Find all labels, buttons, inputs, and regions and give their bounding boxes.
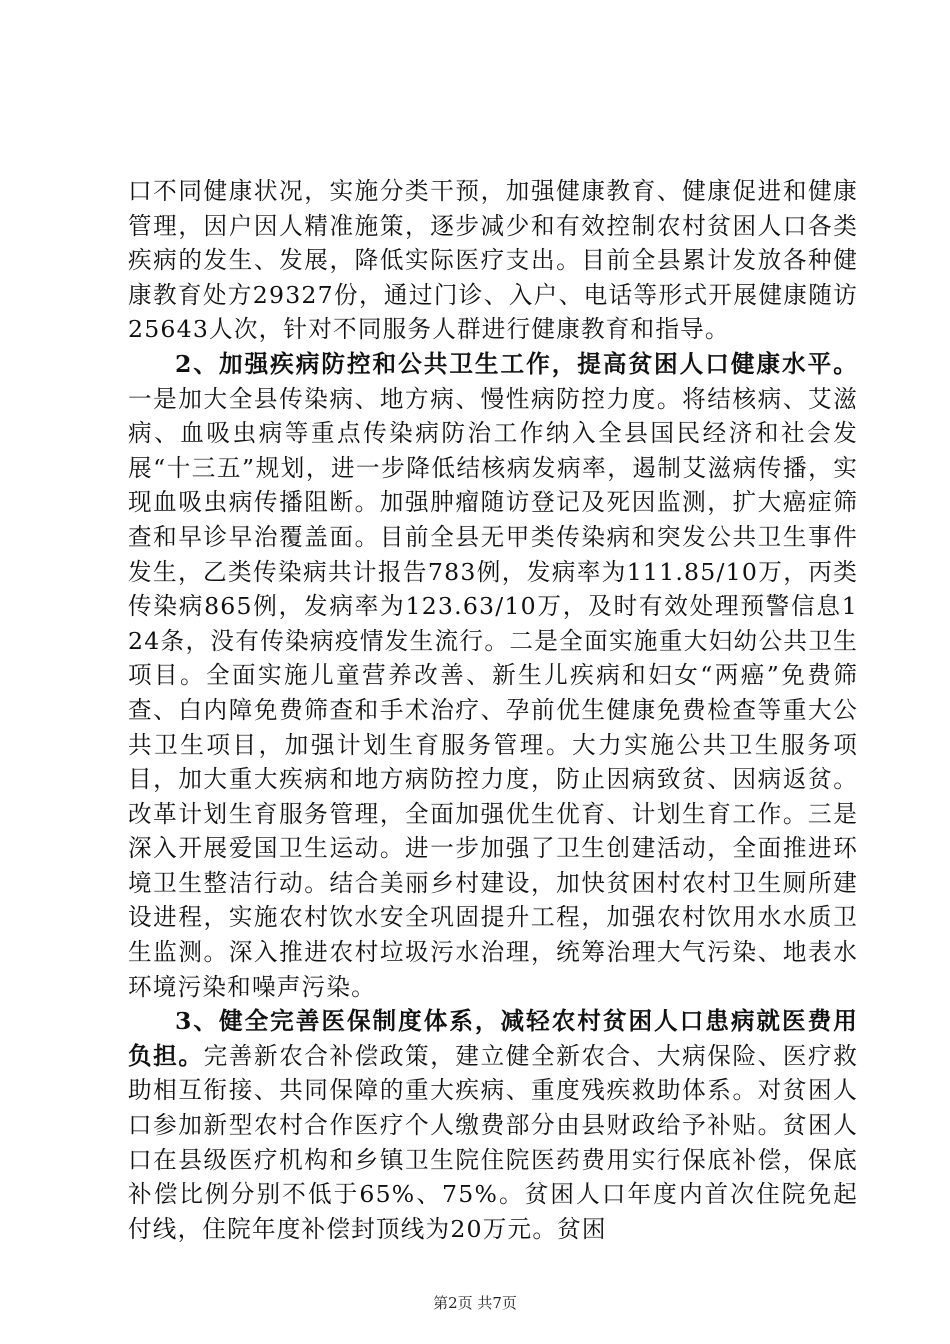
paragraph-1 [128,174,858,347]
paragraph-2 [128,347,858,1004]
paragraph-2-body: 一是加大全县传染病、地方病、慢性病防控力度。将结核病、艾滋病、血吸虫病等重点传染病防治工作纳入全县国民经济和社会发展“十三五”规划，进一步降低结核病发病率，遏制艾滋病传播，实现血吸虫病传播阻断。加强肿瘤随访登记及死因监测，扩大癌症筛查和早诊早治覆盖面。目前全县无甲类传染病和突发公共卫生事件发生，乙类传染病共计报告783例，发病率为111.85/10万，丙类传染病865例，发病率为123.63/10万，及时有效处理预警信息124条，没有传染病疫情发生流行。二是全面实施重大妇幼公共卫生项目。全面实施儿童营养改善、新生儿疾病和妇女“两癌”免费筛查、白内障免费筛查和手术治疗、孕前优生健康免费检查等重大公共卫生项目，加强计划生育服务管理。大力实施公共卫生服务项目，加大重大疾病和地方病防控力度，防止因病致贫、因病返贫。改革计划生育服务管理，全面加强优生优育、计划生育工作。三是深入开展爱国卫生运动。进一步加强了卫生创建活动，全面推进环境卫生整洁行动。结合美丽乡村建设，加快贫困村农村卫生厕所建设进程，实施农村饮水安全巩固提升工程，加强农村饮用水水质卫生监测。深入推进农村垃圾污水治理，统筹治理大气污染、地表水环境污染和噪声污染。 [128,384,858,1001]
paragraph-2-heading: 2、加强疾病防控和公共卫生工作，提高贫困人口健康水平。 [175,349,858,378]
paragraph-3-heading: 3、健全完善医保制度体系，减轻农村贫困人口患病就医费用负担。 [128,1007,858,1070]
page-footer: 第2页 共7页 [433,1294,517,1312]
paragraph-3-body: 完善新农合补偿政策，建立健全新农合、大病保险、医疗救助相互衔接、共同保障的重大疾病、重度残疾救助体系。对贫困人口参加新型农村合作医疗个人缴费部分由县财政给予补贴。贫困人口在县级医疗机构和乡镇卫生院住院医药费用实行保底补偿，保底补偿比例分别不低于65%、75%。贫困人口年度内首次住院免起付线，住院年度补偿封顶线为20万元。贫困 [128,1041,858,1243]
paragraph-1-body: 口不同健康状况，实施分类干预，加强健康教育、健康促进和健康管理，因户因人精准施策，逐步减少和有效控制农村贫困人口各类疾病的发生、发展，降低实际医疗支出。目前全县累计发放各种健康教育处方29327份，通过门诊、入户、电话等形式开展健康随访25643人次，针对不同服务人群进行健康教育和指导。 [128,177,858,344]
paragraph-3 [128,1004,858,1246]
document-body [128,174,858,1246]
